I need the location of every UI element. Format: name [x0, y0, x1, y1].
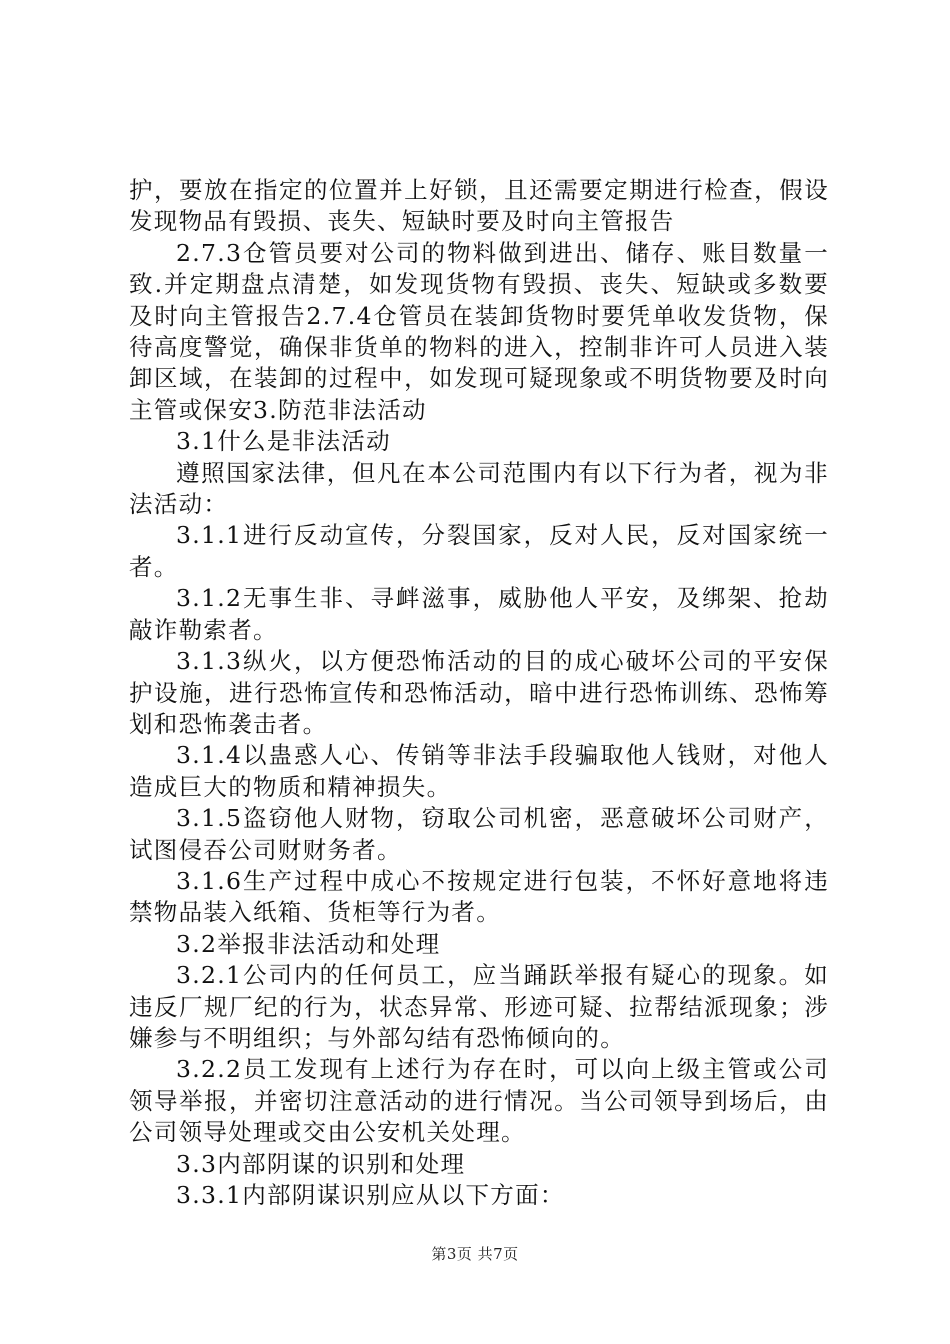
document-body: [129, 175, 829, 1211]
list-item: 3.2.1公司内的任何员工，应当踊跃举报有疑心的现象。如违反厂规厂纪的行为，状态异常、形迹可疑、拉帮结派现象；涉嫌参与不明组织；与外部勾结有恐怖倾向的。: [129, 961, 829, 1052]
list-item: 3.2.2员工发现有上述行为存在时，可以向上级主管或公司领导举报，并密切注意活动的进行情况。当公司领导到场后，由公司领导处理或交由公安机关处理。: [129, 1055, 829, 1147]
list-item: 3.1.6生产过程中成心不按规定进行包装，不怀好意地将违禁物品装入纸箱、货柜等行为者。: [129, 866, 829, 927]
section-heading: 3.1什么是非法活动: [176, 427, 391, 456]
list-item: 3.1.5盗窃他人财物，窃取公司机密，恶意破坏公司财产，试图侵吞公司财财务者。: [129, 804, 829, 864]
list-item: 3.1.1进行反动宣传，分裂国家，反对人民，反对国家统一者。: [129, 521, 829, 581]
list-item: 3.1.3纵火，以方便恐怖活动的目的成心破坏公司的平安保护设施，进行恐怖宣传和恐怖活动，暗中进行恐怖训练、恐怖筹划和恐怖袭击者。: [129, 647, 829, 738]
list-item: 3.3.1内部阴谋识别应从以下方面：: [176, 1181, 565, 1209]
paragraph: 2.7.3仓管员要对公司的物料做到进出、储存、账目数量一致.并定期盘点清楚，如发现货物有毁损、丧失、短缺或多数要及时向主管报告2.7.4仓管员在装卸货物时要凭单收发货物，保待高度警觉，确保非货单的物料的进入，控制非许可人员进入装卸区域，在装卸的过程中，如发现可疑现象或不明货物要及时向主管或保安3.防范非法活动: [129, 238, 829, 424]
page-footer: 第3页 共7页: [431, 1245, 519, 1263]
section-heading: 3.2举报非法活动和处理: [176, 929, 441, 958]
paragraph: 护，要放在指定的位置并上好锁，且还需要定期进行检查，假设发现物品有毁损、丧失、短缺时要及时向主管报告: [129, 176, 829, 236]
list-item: 3.1.2无事生非、寻衅滋事，威胁他人平安，及绑架、抢劫敲诈勒索者。: [129, 584, 829, 644]
section-heading: 3.3内部阴谋的识别和处理: [176, 1149, 466, 1178]
paragraph: 遵照国家法律，但凡在本公司范围内有以下行为者，视为非法活动：: [129, 458, 829, 519]
list-item: 3.1.4以蛊惑人心、传销等非法手段骗取他人钱财，对他人造成巨大的物质和精神损失。: [129, 741, 829, 801]
